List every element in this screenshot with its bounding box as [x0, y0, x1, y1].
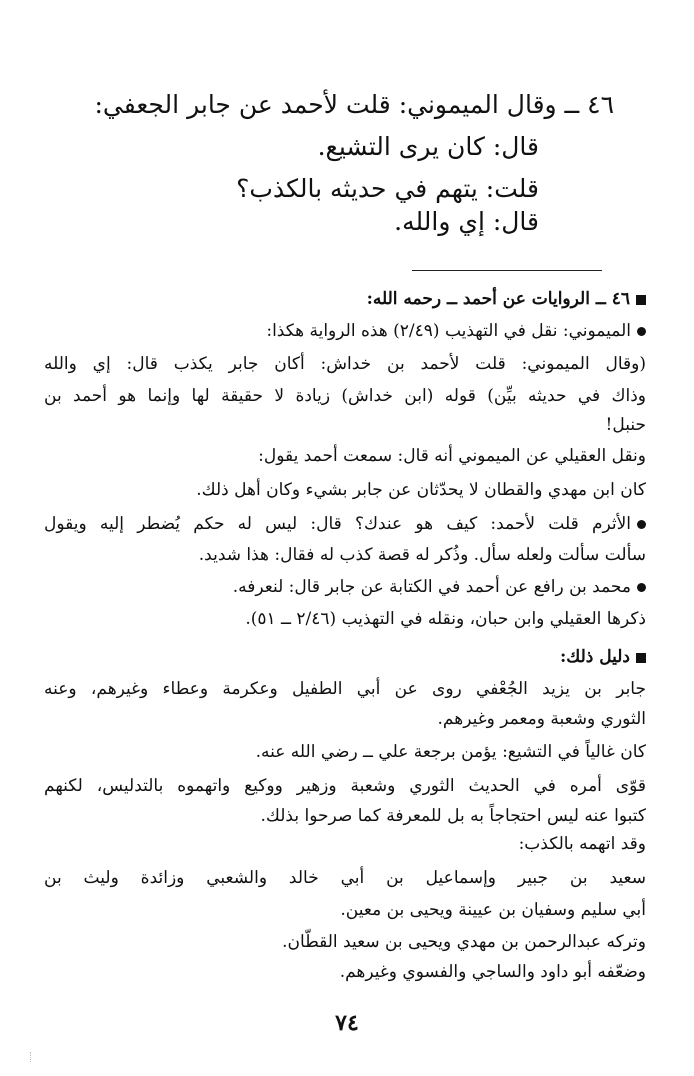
evidence-line: كان غالياً في التشيع: يؤمن برجعة علي ــ رضي الله عنه. — [255, 742, 646, 762]
bullet-icon — [637, 327, 646, 336]
footnote-item-text: الميموني: نقل في التهذيب (٢/٤٩) هذه الرواية هكذا: — [266, 321, 631, 341]
evidence-line: قوّى أمره في الحديث الثوري وشعبة وزهير ووكيع واتهموه بالتدليس، لكنهم — [44, 776, 646, 796]
bullet-icon — [637, 583, 646, 592]
evidence-line: وقد اتهمه بالكذب: — [518, 834, 646, 854]
footnote-line: وذاك في حديثه بيِّن) قوله (ابن خداش) زيادة لا حقيقة لها وإنما هو أحمد بن — [44, 386, 646, 406]
footnote-line: ونقل العقيلي عن الميموني أنه قال: سمعت أحمد يقول: — [258, 446, 646, 466]
main-question-line-2: قلت: يتهم في حديثه بالكذب؟ — [236, 174, 539, 203]
footnote-divider — [412, 270, 602, 271]
footnote-item-text: محمد بن رافع عن أحمد في الكتابة عن جابر قال: لنعرفه. — [232, 577, 631, 597]
footnote-line: حنبل! — [605, 415, 646, 435]
footnote-line: كان ابن مهدي والقطان لا يحدّثان عن جابر بشيء وكان أهل ذلك. — [196, 480, 646, 500]
evidence-line: أبي سليم وسفيان بن عيينة ويحيى بن معين. — [340, 900, 646, 920]
footnote-item — [44, 510, 646, 538]
footnote-line: ذكرها العقيلي وابن حبان، ونقله في التهذيب (٢/٤٦ ــ ٥١). — [245, 609, 646, 629]
main-question-line: ٤٦ ــ وقال الميموني: قلت لأحمد عن جابر الجعفي: — [94, 90, 614, 119]
evidence-heading-text: دليل ذلك: — [559, 647, 630, 667]
square-bullet-icon — [636, 653, 646, 663]
evidence-line: الثوري وشعبة ومعمر وغيرهم. — [437, 709, 646, 729]
evidence-heading — [520, 643, 646, 671]
footnote-heading — [300, 285, 646, 313]
footnote-heading-text: ٤٦ ــ الروايات عن أحمد ــ رحمه الله: — [366, 289, 630, 309]
footnote-item — [150, 573, 646, 601]
page-number: ٧٤ — [335, 1010, 359, 1036]
main-answer-line-2: قال: إي والله. — [394, 207, 539, 236]
evidence-line: سعيد بن جبير وإسماعيل بن أبي خالد والشعبي وزائدة وليث بن — [44, 868, 646, 888]
evidence-line: وتركه عبدالرحمن بن مهدي ويحيى بن سعيد القطّان. — [282, 932, 646, 952]
footnote-item — [170, 317, 646, 345]
bullet-icon — [637, 520, 646, 529]
evidence-line: كتبوا عنه ليس احتجاجاً به بل للمعرفة كما صرحوا بذلك. — [260, 806, 646, 826]
footnote-item-text: الأثرم قلت لأحمد: كيف هو عندك؟ قال: ليس له حكم يُضطر إليه ويقول — [44, 514, 631, 534]
evidence-line: جابر بن يزيد الجُعْفي روى عن أبي الطفيل وعكرمة وعطاء وغيرهم، وعنه — [44, 679, 646, 699]
main-answer-line: قال: كان يرى التشيع. — [317, 132, 539, 161]
evidence-line: وضعّفه أبو داود والساجي والفسوي وغيرهم. — [339, 962, 646, 982]
footnote-line: (وقال الميموني: قلت لأحمد بن خداش: أكان جابر يكذب قال: إي والله — [44, 354, 646, 374]
footnote-line: سألت سألت ولعله سأل. وذُكر له قصة كذب له فقال: هذا شديد. — [198, 545, 646, 565]
square-bullet-icon — [636, 295, 646, 305]
scan-mark — [30, 1052, 34, 1062]
